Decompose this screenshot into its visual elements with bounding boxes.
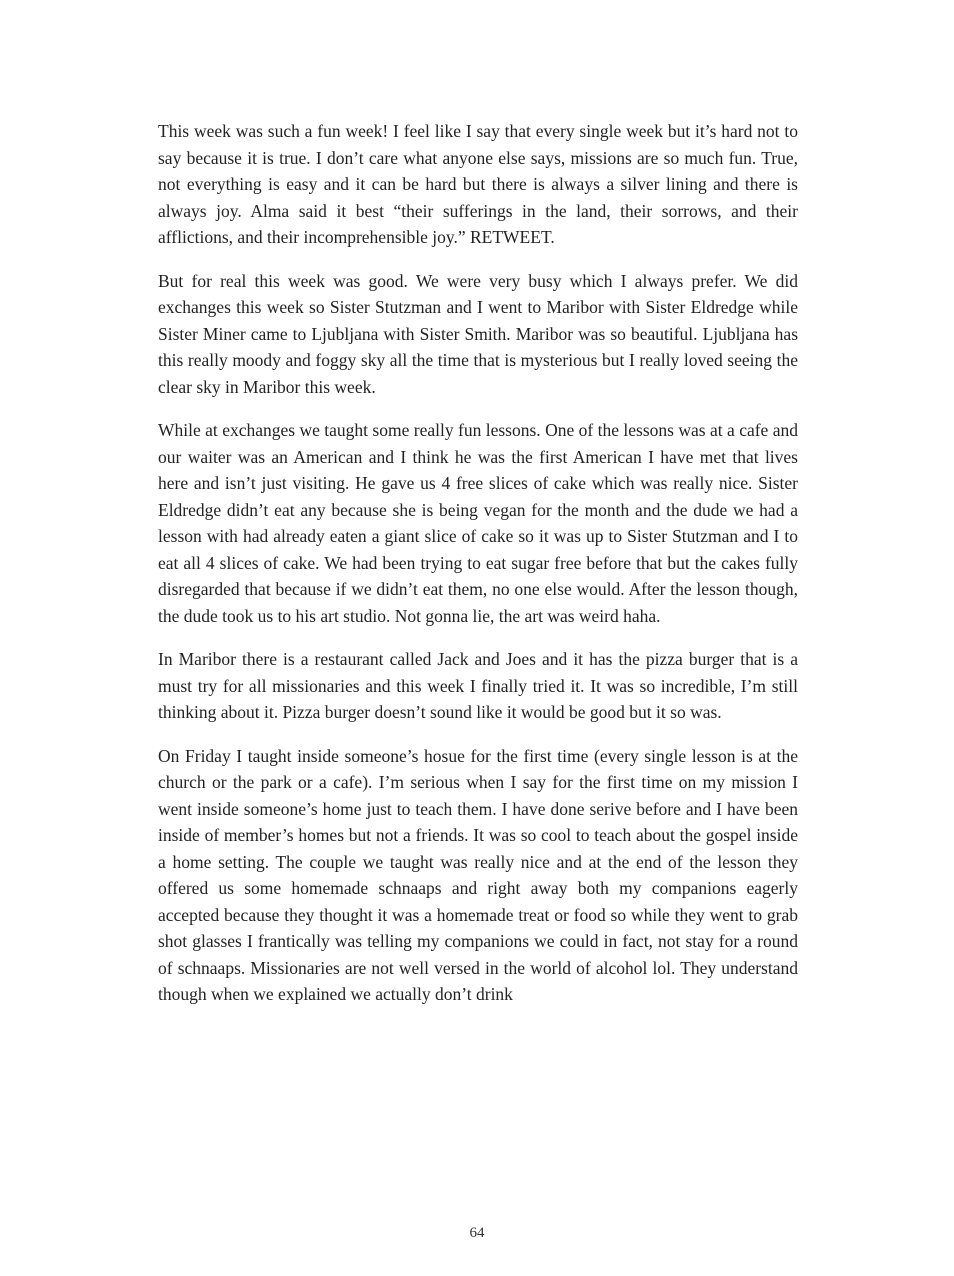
paragraph: But for real this week was good. We were very busy which I always prefer. We did exchanges this week so Sister Stutzman and I went to Maribor with Sister Eldredge while Sister Miner came to Ljubljana with Sister Smith. Maribor was so beautiful. Ljubljana has this really moody and foggy sky all the time that is mysterious but I really loved seeing the clear sky in Maribor this week. (158, 270, 798, 397)
page-number: 64 (469, 1225, 485, 1241)
paragraph: In Maribor there is a restaurant called Jack and Joes and it has the pizza burger that is a must try for all missionaries and this week I finally tried it. It was so incredible, I’m still thinking about it. Pizza burger doesn’t sound like it would be good but it so was. (158, 649, 798, 722)
paragraph: On Friday I taught inside someone’s hosue for the first time (every single lesson is at the church or the park or a cafe). I’m serious when I say for the first time on my mission I went inside someone’s home just to teach them. I have done serive before and I have been inside of member’s homes but not a friends. It was so cool to teach about the gospel inside a home setting. The couple we taught was really nice and at the end of the lesson they offered us some homemade schnaaps and right away both my companions eagerly accepted because they thought it was a homemade treat or food so while they went to grab shot glasses I frantically was telling my companions we could in fact, not stay for a round of schnaaps. Missionaries are not well versed in the world of alcohol lol. They understand though when we explained we actually don’t drink (158, 745, 798, 1004)
paragraph: This week was such a fun week! I feel like I say that every single week but it’s hard not to say because it is true. I don’t care what anyone else says, missions are so much fun. True, not everything is easy and it can be hard but there is always a silver lining and there is always joy. Alma said it best “their sufferings in the land, their sorrows, and their afflictions, and their incomprehensible joy.” RETWEET. (158, 121, 798, 247)
paragraph: While at exchanges we taught some really fun lessons. One of the lessons was at a cafe and our waiter was an American and I think he was the first American I have met that lives here and isn’t just visiting. He gave us 4 free slices of cake which was really nice. Sister Eldredge didn’t eat any because she is being vegan for the month and the dude we had a lesson with had already eaten a giant slice of cake so it was up to Sister Stutzman and I to eat all 4 slices of cake. We had been trying to eat sugar free before that but the cakes fully disregarded that because if we didn’t eat them, no one else would. After the lesson though, the dude took us to his art studio. Not gonna lie, the art was weird haha. (158, 420, 798, 626)
page-body-text (158, 118, 798, 1025)
